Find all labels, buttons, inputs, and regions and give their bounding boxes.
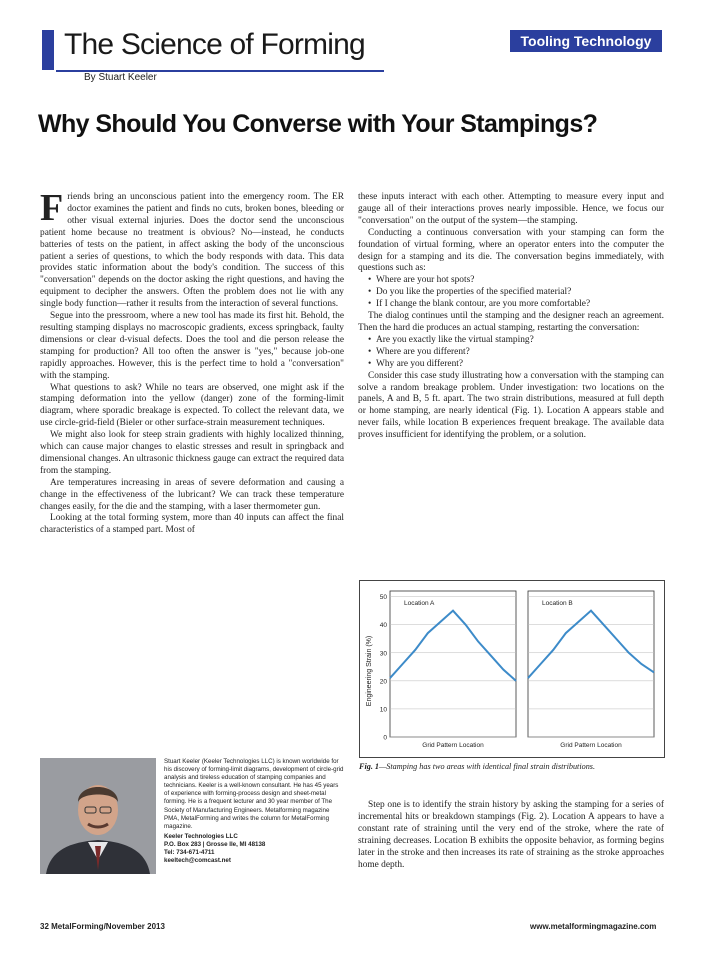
paragraph: Looking at the total forming system, more than 40 inputs can affect the final characteristics of a stamped part. Most of bbox=[40, 513, 344, 536]
byline: By Stuart Keeler bbox=[84, 72, 157, 83]
footer-page-info: 32 MetalForming/November 2013 bbox=[40, 922, 165, 931]
paragraph: Are temperatures increasing in areas of severe deformation and causing a change in the effectiveness of the lubricant? We can track these temperature changes easily, for the die and the stamping, with a laser thermometer gun. bbox=[40, 477, 344, 512]
figure-caption: Fig. 1—Stamping has two areas with identical final strain distributions. bbox=[359, 762, 596, 771]
y-tick-label: 50 bbox=[379, 594, 387, 602]
headline: Why Should You Converse with Your Stampings? bbox=[38, 110, 598, 138]
figure-1 bbox=[359, 580, 665, 758]
drop-cap: F bbox=[40, 187, 64, 229]
y-tick-label: 0 bbox=[383, 734, 387, 742]
body-column-left bbox=[40, 187, 344, 537]
y-tick-label: 30 bbox=[379, 650, 387, 658]
question-list bbox=[358, 275, 664, 311]
paragraph: Step one is to identify the strain history by asking the stamping for a series of incremental hits or breakdown stampings (Fig. 2). Location A appears to have a constant rate of straining until the very end of the stroke, where the rate of straining decreases. Location B exhibits the opposite behavior, as forming begins later in the stroke and then increases its rate of straining as the stroke approaches home depth. bbox=[358, 800, 664, 870]
y-axis-label: Engineering Strain (%) bbox=[366, 635, 373, 707]
list-item: • Do you like the properties of the specified material? bbox=[376, 287, 664, 299]
body-column-right bbox=[358, 192, 664, 442]
footer-website[interactable]: www.metalformingmagazine.com bbox=[530, 922, 657, 931]
chart-location-b bbox=[528, 591, 654, 749]
series-title: The Science of Forming bbox=[64, 28, 365, 61]
paragraph: What questions to ask? While no tears are observed, one might ask if the stamping deformation into the yellow (danger) zone of the forming-limit diagram, where sporadic breakage is expected. To collect the relevant data, we use circle-grid-field (Bieler or other surface-strain measurement techniques. bbox=[40, 382, 344, 429]
list-item: • If I change the blank contour, are you more comfortable? bbox=[376, 299, 664, 311]
paragraph: Friends bring an unconscious patient into the emergency room. The ER doctor examines the patient and finds no cuts, broken bones, bleeding or other visual external injuries. Does the doctor send the unconscious patient home because no treatment is obvious? No—instead, he conducts batteries of tests on the patient, in affect asking the body of the unconscious patient a series of questions, to which the body responds with data. This data provides static information about the body's condition. The success of this "conversation" depends on the doctor asking the right questions, and having the equipment to decipher the answers. Often the problem does not lie with any single body function—rather it results from the interaction of several functions. bbox=[40, 187, 344, 310]
author-address: P.O. Box 283 | Grosse Ile, MI 48138 bbox=[164, 840, 266, 848]
list-item: • Why are you different? bbox=[376, 359, 664, 371]
x-axis-label: Grid Pattern Location bbox=[422, 742, 484, 749]
paragraph: Segue into the pressroom, where a new tool has made its first hit. Behold, the resulting stamping displays no macroscopic gradients, excess springback, faulty dimensions or clear d-visual defects. Does the tool and die person release the stamping for production? All too often the answer is "yes," because job-one rapidly approaches. However, this is the perfect time to hold a "conversation" with the stamping. bbox=[40, 311, 344, 381]
header-accent-bar bbox=[42, 30, 54, 70]
question-list bbox=[358, 335, 664, 371]
author-phone: Tel: 734-671-4711 bbox=[164, 849, 215, 857]
x-axis-label: Grid Pattern Location bbox=[560, 742, 622, 749]
y-tick-label: 20 bbox=[379, 678, 387, 686]
author-portrait-icon bbox=[40, 758, 156, 874]
location-annotation: Location A bbox=[404, 600, 435, 607]
list-item: • Where are you different? bbox=[376, 347, 664, 359]
list-item: • Are you exactly like the virtual stamping? bbox=[376, 335, 664, 347]
list-item: • Where are your hot spots? bbox=[376, 275, 664, 287]
strain-chart bbox=[360, 581, 664, 757]
author-bio bbox=[164, 758, 344, 865]
location-annotation: Location B bbox=[542, 600, 573, 607]
paragraph: The dialog continues until the stamping and the designer reach an agreement. Then the hard die produces an actual stamping, restarting the conversation: bbox=[358, 311, 664, 333]
strain-series-line bbox=[528, 611, 654, 678]
chart-location-a bbox=[380, 591, 516, 749]
author-company: Keeler Technologies LLC bbox=[164, 832, 238, 840]
y-tick-label: 40 bbox=[379, 622, 387, 630]
paragraph: these inputs interact with each other. Attempting to measure every input and gauge all of their interactions proves nearly impossible. Hence, we focus our "conversation" on the output of the system—the stamping. bbox=[358, 192, 664, 226]
paragraph: Conducting a continuous conversation with your stamping can form the foundation of virtual forming, where an operator enters into the computer the design for a stamping and its die. The conversation begins immediately, with questions such as: bbox=[358, 227, 664, 274]
y-tick-label: 10 bbox=[379, 706, 387, 714]
paragraph: We might also look for steep strain gradients with highly localized thinning, which can cause major changes to elastic stresses and result in springback and dimensional changes. An ultrasonic thickness gauge can extract the required data from the stamping. bbox=[40, 430, 344, 476]
plot-frame bbox=[528, 591, 654, 737]
paragraph: Consider this case study illustrating how a conversation with the stamping can solve a random breakage problem. Under investigation: two locations on the panels, A and B, 5 ft. apart. The two strain distributions, measured at full depth or home stamping, are nearly identical (Fig. 1). Location A appears stable and never fails, while location B experiences frequent breakage. The available data proves insufficient for identifying the problem, or a solution. bbox=[358, 370, 664, 441]
author-photo bbox=[40, 758, 156, 874]
author-contact bbox=[164, 833, 344, 865]
section-tag: Tooling Technology bbox=[510, 30, 662, 52]
author-bio-text: Stuart Keeler (Keeler Technologies LLC) is known worldwide for his discovery of forming-limit diagrams, development of circle-grid analysis and tireless education of stamping companies and technicians. Keeler is a well-known consultant. He has 45 years of experience with forming-process design and sheet-metal forming. He is a frequent lecturer and 30 year member of The Society of Manufacturing Engineers. Metalforming magazine PMA, MetalForming and writes the column for MetalForming magazine. bbox=[164, 758, 344, 830]
body-column-right-bottom bbox=[358, 800, 664, 871]
strain-series-line bbox=[390, 611, 516, 681]
author-email[interactable]: keeltech@comcast.net bbox=[164, 857, 231, 865]
